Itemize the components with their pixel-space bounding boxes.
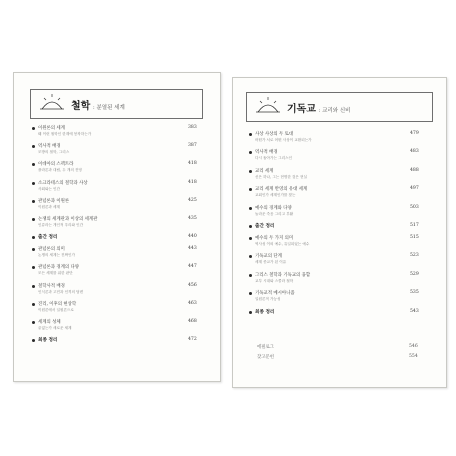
right-page <box>232 77 447 388</box>
toc-entry-subtitle: 일원론적 가능성 <box>255 297 281 302</box>
toc-entry-title: 관념론과 이원론 <box>38 198 70 204</box>
toc-entry-page-number: 440 <box>188 234 197 240</box>
toc-entry-page-number: 468 <box>188 319 197 324</box>
toc-entry-title: 이원론의 세계 <box>38 126 65 131</box>
toc-entry-title: 교리 세계 <box>255 168 274 174</box>
toc-entry-page-number: 447 <box>188 264 197 270</box>
toc-entry-title: 예수의 경계와 다양 <box>255 205 292 211</box>
bullet-icon <box>32 145 35 148</box>
toc-entry-page-number: 503 <box>410 204 419 210</box>
toc-entry-subtitle: 역사성 이외 예수, 유일되었는 예수 <box>255 242 310 246</box>
toc-entry-title: 사상 사상의 두 토대 <box>255 132 294 137</box>
toc-entry-title: 관념론과 경계의 다양 <box>38 265 79 271</box>
toc-entry-title: 역사적 배경 <box>38 144 61 150</box>
toc-entry-title: 기독교의 단계 <box>255 254 282 260</box>
toc-entry-subtitle: 모든 세계를 위한 판단 <box>38 271 73 276</box>
toc-entry-title: 역사적 배경 <box>255 150 278 156</box>
toc-entry-page-number: 483 <box>410 149 419 155</box>
toc-entry-title: 예수의 두 가지 의미 <box>255 236 294 241</box>
toc-entry-title: 진리, 이후의 현상학 <box>38 301 77 307</box>
appendix-entry-page-number: 554 <box>409 354 418 359</box>
toc-entry-page-number: 479 <box>410 131 419 136</box>
toc-entry-subtitle: 교회인가 세계인가를 찾는 <box>255 193 296 198</box>
toc-entry-page-number: 383 <box>188 125 197 130</box>
toc-entry-title: 논쟁의 세계관과 이상의 세계관 <box>38 217 98 222</box>
toc-entry-title: 소크라테스의 철학과 사상 <box>38 180 88 186</box>
toc-entry-subtitle: 신은 하나, 그는 현명한 것은 현실 <box>255 174 307 179</box>
toc-entry-subtitle: 모방의 철학, 그리스 <box>38 150 70 155</box>
toc-entry-subtitle: 끝없는가 새로운 세계 <box>38 326 72 330</box>
bullet-icon <box>32 236 35 239</box>
toc-entry-page-number: 497 <box>410 186 419 192</box>
bullet-icon <box>32 182 35 185</box>
appendix-entry-title: 에필로그 <box>257 345 274 350</box>
toc-entry-page-number: 463 <box>188 300 197 306</box>
toc-entry-page-number: 472 <box>188 337 197 343</box>
toc-entry-page-number: 387 <box>188 143 197 149</box>
toc-entry-subtitle: 어떤가 서로 어떤 사상이 교환되는가 <box>255 138 312 142</box>
toc-entry-page-number: 418 <box>188 179 197 185</box>
appendix-entry-title: 찾고문헌 <box>257 355 274 360</box>
toc-entry-title: 교리 세계 반영의 유대 세계 <box>255 187 308 193</box>
bullet-icon <box>32 339 35 342</box>
bullet-icon <box>32 248 35 251</box>
toc-entry-subtitle: 교부 시대와 스콜라 철학 <box>255 278 294 283</box>
toc-entry-page-number: 523 <box>410 253 419 259</box>
chapter-title-sub: : 분열된 세계 <box>92 105 125 111</box>
toc-entry-subtitle: 인식론과 고민과 인격의 답변 <box>38 289 84 294</box>
bullet-icon <box>32 321 35 324</box>
bullet-icon <box>32 163 35 166</box>
chapter-title-main: 철학 <box>71 101 91 112</box>
bullet-icon <box>32 285 35 288</box>
appendix-entry-page-number: 546 <box>409 344 418 349</box>
toc-entry-title: 철학사적 배경 <box>38 283 65 289</box>
toc-entry-subtitle: 인류라는 개인적 우리와 인간 <box>38 223 84 227</box>
toc-entry-page-number: 529 <box>410 271 419 277</box>
toc-entry-subtitle: 이원론에서 일원론으로 <box>38 307 74 312</box>
table-of-contents <box>14 73 220 381</box>
bullet-icon <box>32 218 35 221</box>
toc-entry-page-number: 443 <box>188 246 197 252</box>
toc-entry-title: 기독교적 메시아니즘 <box>255 291 295 297</box>
toc-entry-subtitle: 다시 돌아가는 그리스인 <box>255 156 292 161</box>
toc-entry-page-number: 517 <box>410 223 419 228</box>
toc-entry-page-number: 515 <box>410 235 419 240</box>
toc-entry-subtitle: 세계 종교가 된 이유 <box>255 260 287 265</box>
toc-entry-page-number: 425 <box>188 197 197 203</box>
toc-entry-title: 최종 정리 <box>38 338 58 344</box>
toc-entry-title: 출간 정리 <box>255 224 275 229</box>
toc-entry-title: 최종 정리 <box>255 309 275 315</box>
toc-entry-title: 그리스 철학과 기독교의 융합 <box>255 272 311 278</box>
toc-entry-title: 세계의 성체 <box>38 320 61 325</box>
toc-entry-title: 이데아의 스펙트라 <box>38 162 74 168</box>
toc-entry-page-number: 418 <box>188 161 197 167</box>
appendix-list <box>233 78 446 387</box>
toc-entry-subtitle: 놀라운 죽음 그리고 부활 <box>255 211 294 216</box>
bullet-icon <box>32 303 35 306</box>
toc-entry-page-number: 535 <box>410 290 419 296</box>
left-page <box>13 72 221 382</box>
toc-entry-subtitle: 플라톤과 대립, 두 개의 진영 <box>38 168 82 173</box>
toc-entry-page-number: 456 <box>188 282 197 288</box>
bullet-icon <box>32 200 35 203</box>
bullet-icon <box>32 127 35 130</box>
toc-entry-page-number: 543 <box>410 308 419 314</box>
toc-entry-page-number: 435 <box>188 216 197 221</box>
chapter-title-main: 기독교 <box>287 104 316 115</box>
toc-entry-page-number: 488 <box>410 167 419 173</box>
bullet-icon <box>32 266 35 269</box>
toc-entry-subtitle: 사회와는 인간 <box>38 186 60 191</box>
toc-entry-title: 출간 정리 <box>38 235 58 241</box>
toc-entry-title: 관념론의 의미 <box>38 247 65 253</box>
toc-entry-subtitle: 논쟁의 세계는 진짜인가 <box>38 253 75 258</box>
toc-entry-subtitle: 왜 이런 철학인 한계에 봉착하는가 <box>38 132 92 136</box>
chapter-title-sub: : 교리와 신비 <box>318 108 351 114</box>
toc-entry-subtitle: 이원론과 세계 <box>38 204 60 209</box>
